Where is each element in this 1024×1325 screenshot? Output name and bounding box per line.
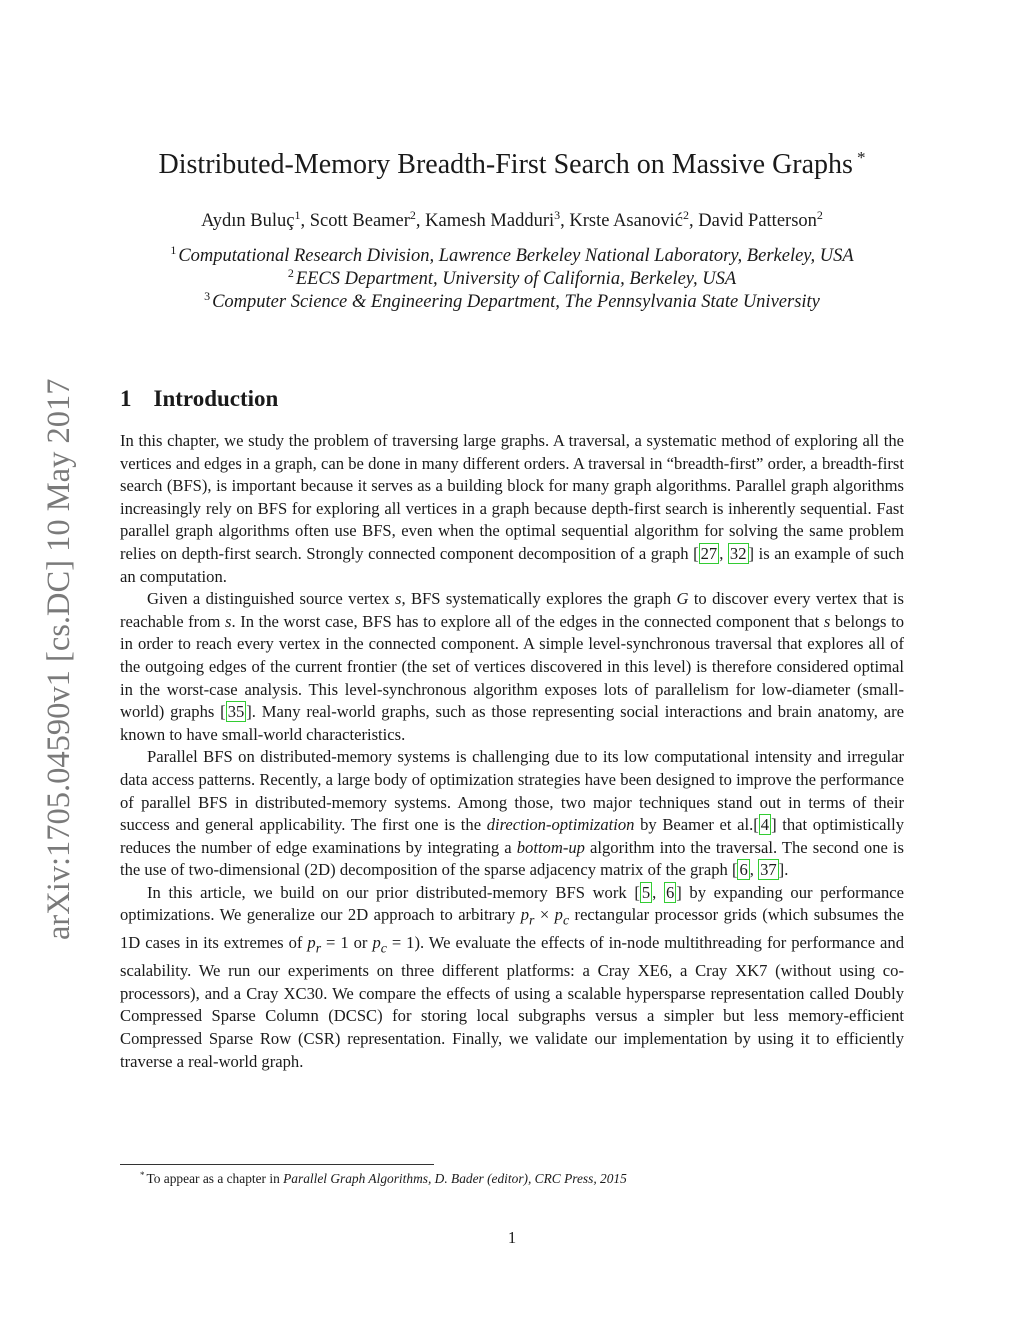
paper-title: [0, 148, 1024, 181]
paragraph-text: ] by expanding our performance optimizations. We generalize our 2D approach to arbitrary: [120, 882, 904, 925]
author-name: Krste Asanović: [569, 211, 683, 231]
math-variable: s: [225, 611, 232, 631]
affiliation-number: 2: [287, 266, 294, 280]
paragraph-text: . In the worst case, BFS has to explore all of the edges in the connected component that: [231, 611, 824, 631]
math-variable: s: [823, 611, 831, 631]
author-name: Kamesh Madduri: [425, 211, 555, 231]
paragraph-4: [120, 882, 904, 1073]
paragraph-text: In this article, we build on our prior distributed-memory BFS work [: [147, 882, 640, 902]
math-variable: G: [676, 589, 689, 609]
paragraph-text: ). We evaluate the effects of in-node multithreading for performance and scalability. We run our experiments on three different platforms: a Cray XE6, a Cray XK7 (without using co-processors), and a Cray XC30. We compare the effects of using a scalable hypersparse representation called Doubly Compressed Sparse Column (DCSC) for storing local subgraphs versus a simpler but less memory-efficient Compressed Sparse Row (CSR) representation. Finally, we validate our implementation by using it to efficiently traverse a real-world graph.: [120, 933, 905, 1071]
paragraph-2: [120, 588, 904, 746]
math-variable: p: [307, 933, 316, 953]
citation-link[interactable]: 5: [641, 882, 651, 902]
emphasis-text: direction-optimization: [486, 815, 635, 835]
page-number: 1: [507, 1228, 517, 1247]
paragraph-text: ] is an example of such an computation.: [120, 543, 904, 586]
math-variable: p: [372, 933, 381, 953]
math-subscript: c: [380, 940, 387, 956]
affiliation-text: EECS Department, University of California, Berkeley, USA: [295, 269, 737, 289]
paragraph-text: to discover every vertex that is reachable from: [120, 589, 904, 631]
math-variable: s: [394, 589, 402, 609]
author-separator: ,: [415, 211, 426, 231]
paragraph-1: [120, 430, 904, 588]
section-title: Introduction: [153, 386, 279, 411]
affiliation-1: [0, 243, 1024, 267]
math-variable: p: [520, 905, 530, 925]
affiliation-2: [0, 266, 1024, 290]
author-name: Scott Beamer: [309, 211, 410, 231]
author-affil-mark: 1: [294, 208, 301, 222]
paper-title-text: Distributed-Memory Breadth-First Search on Massive Graphs: [158, 149, 853, 180]
citation-link[interactable]: 27: [700, 543, 718, 563]
author-separator: ,: [560, 211, 570, 231]
arxiv-identifier: arXiv:1705.04590v1 [cs.DC] 10 May 2017: [41, 378, 77, 940]
title-footnote-mark: *: [856, 148, 866, 167]
affiliation-text: Computational Research Division, Lawrence Berkeley National Laboratory, Berkeley, USA: [178, 246, 854, 266]
citation-link[interactable]: 6: [665, 882, 675, 902]
author-separator: ,: [300, 211, 310, 231]
affiliation-text: Computer Science & Engineering Department, The Pennsylvania State University: [212, 292, 820, 312]
math-subscript: r: [529, 912, 535, 928]
author-affil-mark: 2: [682, 208, 689, 222]
citation-link[interactable]: 32: [729, 543, 747, 563]
paragraph-text: belongs to in order to reach every vertex in the connected component. A simple level-synchronous traversal that explores all of the outgoing edges of the current frontier (the set of vertices discovered in this level) is therefore considered optimal in the worst-case analysis. This level-synchronous algorithm exposes lots of parallelism for low-diameter (small-world) graphs [: [120, 611, 904, 722]
author-list: [0, 208, 1024, 232]
author-affil-mark: 2: [409, 208, 416, 222]
paragraph-text: Given a distinguished source vertex: [147, 589, 395, 609]
affiliation-number: 1: [170, 243, 177, 257]
section-number: 1: [120, 386, 132, 411]
footnote-divider: [120, 1164, 434, 1165]
footnote-italic-text: Parallel Graph Algorithms, D. Bader (editor), CRC Press, 2015: [283, 1171, 627, 1186]
math-operator: ×: [534, 905, 555, 925]
author-name: Aydın Buluç: [201, 211, 295, 231]
paragraph-text: algorithm into the traversal. The second one is the use of two-dimensional (2D) decomposition of the sparse adjacency matrix of the graph [: [120, 837, 904, 880]
emphasis-text: bottom-up: [516, 837, 585, 857]
author-separator: ,: [688, 211, 699, 231]
citation-link[interactable]: 37: [760, 860, 777, 880]
paragraph-text: by Beamer et al.[: [634, 815, 759, 835]
math-operator: = 1: [386, 933, 415, 953]
paragraph-text: ]. Many real-world graphs, such as those representing social interactions and brain anatomy, are known to have small-world characteristics.: [120, 702, 904, 744]
footnote: [140, 1170, 900, 1187]
citation-link[interactable]: 4: [760, 815, 770, 835]
author-affil-mark: 2: [816, 208, 823, 222]
paragraph-text: ].: [778, 860, 789, 880]
author-name: David Patterson: [698, 211, 817, 231]
author-affil-mark: 3: [554, 208, 561, 222]
math-variable: p: [554, 905, 563, 925]
paragraph-text: or: [348, 933, 373, 953]
paragraph-text: In this chapter, we study the problem of traversing large graphs. A traversal, a systematic method of exploring all the vertices and edges in a graph, can be done in many different orders. A traversal in “breadth-first” order, a breadth-first search (BFS), is important because it serves as a building block for many graph algorithms. Parallel graph algorithms increasingly rely on BFS for exploring all vertices in a graph because depth-first search is inherently sequential. Fast parallel graph algorithms often use BFS, even when the optimal sequential algorithm for solving the same problem relies on depth-first search. Strongly connected component decomposition of a graph [: [120, 431, 904, 563]
footnote-mark: *: [140, 1170, 145, 1180]
affiliation-number: 3: [204, 289, 211, 303]
footnote-text: To appear as a chapter in: [146, 1171, 284, 1186]
paragraph-text: Parallel BFS on distributed-memory systems is challenging due to its low computational intensity and irregular data access patterns. Recently, a large body of optimization strategies have been designed to improve the performance of parallel BFS in distributed-memory systems. Among those, two major techniques stand out in terms of their success and general applicability. The first one is the: [120, 747, 904, 835]
paragraph-text: , BFS systematically explores the graph: [401, 589, 677, 609]
math-operator: = 1: [321, 933, 349, 953]
paragraph-text: ,: [719, 543, 728, 563]
body-text: [120, 430, 904, 1073]
affiliation-3: [0, 289, 1024, 313]
section-heading: [120, 386, 278, 412]
paragraph-text: ,: [652, 882, 664, 902]
citation-link[interactable]: 6: [739, 860, 748, 880]
citation-link[interactable]: 35: [227, 702, 245, 722]
math-subscript: r: [315, 940, 322, 956]
math-subscript: c: [562, 912, 570, 928]
paragraph-3: [120, 746, 904, 882]
paragraph-text: ,: [749, 860, 759, 880]
paragraph-text: ] that optimistically reduces the number of edge examinations by integrating a: [120, 815, 904, 857]
paragraph-text: rectangular processor grids (which subsumes the 1D cases in its extremes of: [120, 905, 904, 953]
